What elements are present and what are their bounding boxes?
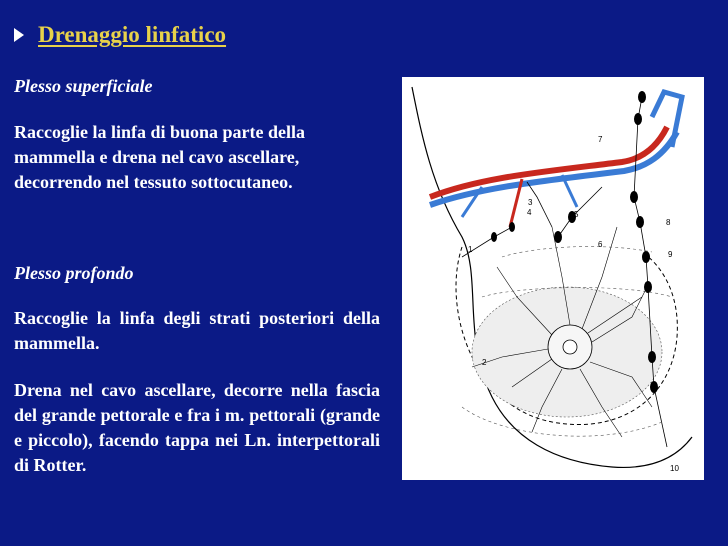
figure-label-4: 4	[527, 208, 532, 217]
deep-plexus-heading: Plesso profondo	[14, 263, 134, 283]
axillary-artery	[430, 127, 667, 197]
figure-label-8: 8	[666, 218, 671, 227]
figure-label-5: 5	[574, 210, 579, 219]
figure-label-2: 2	[482, 358, 487, 367]
figure-label-3: 3	[528, 198, 533, 207]
figure-label-1: 1	[468, 245, 473, 254]
figure-label-6: 6	[598, 240, 603, 249]
nipple	[563, 340, 577, 354]
deep-plexus-text-2: Drena nel cavo ascellare, decorre nella fascia del grande pettorale e fra i m. pettorali (grande e piccolo), facendo tappa nei Ln. interpettorali di Rotter.	[14, 380, 380, 475]
figure-label-7: 7	[598, 135, 603, 144]
breast-lymphatics-illustration	[402, 77, 704, 480]
slide-title: Drenaggio linfatico	[38, 22, 227, 47]
lymphatic-drainage-figure	[402, 77, 704, 480]
figure-label-10: 10	[670, 464, 679, 473]
superficial-plexus-text: Raccoglie la linfa di buona parte della mammella e drena nel cavo ascellare, decorrendo nel tessuto sottocutaneo.	[14, 122, 306, 192]
figure-label-9: 9	[668, 250, 673, 259]
deep-plexus-text-1: Raccoglie la linfa degli strati posteriori della mammella.	[14, 308, 380, 353]
arrow-bullet-icon	[14, 28, 24, 42]
superficial-plexus-heading: Plesso superficiale	[14, 76, 153, 96]
title-row	[14, 22, 226, 48]
